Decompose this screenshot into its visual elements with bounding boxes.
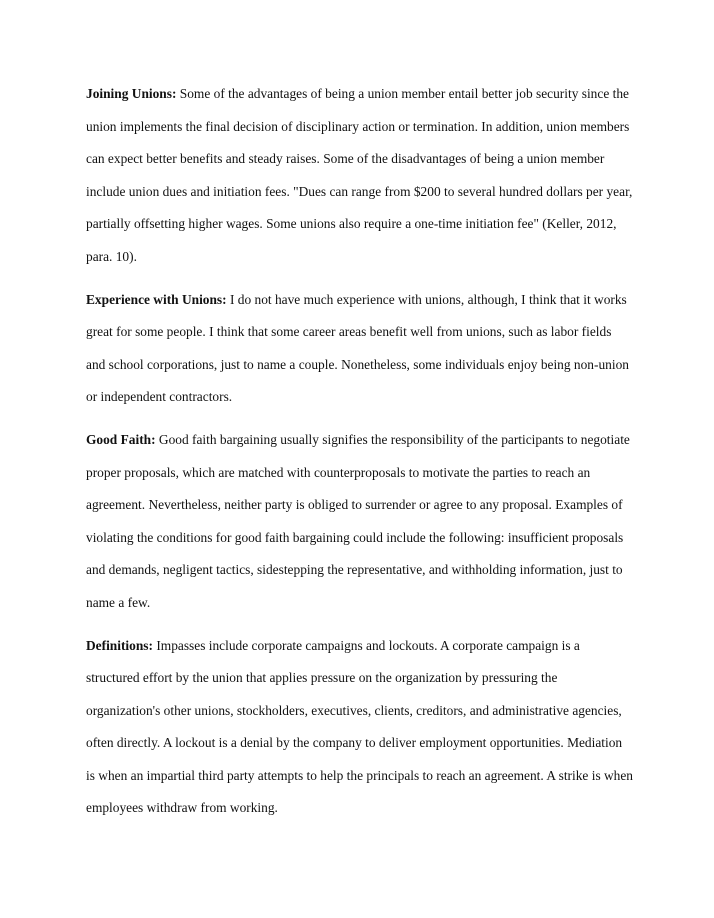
text-definitions: Impasses include corporate campaigns and lockouts. A corporate campaign is a structured effort by the union that applies pressure on the organization by pressuring the organization's other unions, stockholders, executives, clients, creditors, and administrative agencies, often directly. A lockout is a denial by the company to deliver employment opportunities. Mediation is when an impartial third party attempts to help the principals to reach an agreement. A strike is when employees withdraw from working. bbox=[86, 637, 634, 816]
text-joining-unions: Some of the advantages of being a union member entail better job security since the union implements the final decision of disciplinary action or termination. In addition, union members can expect better benefits and steady raises. Some of the disadvantages of being a union member include union dues and initiation fees. "Dues can range from $200 to several hundred dollars per year, partially offsetting higher wages. Some unions also require a one-time initiation fee" (Keller, 2012, para. 10). bbox=[86, 86, 633, 264]
document-body bbox=[86, 78, 634, 835]
text-good-faith: Good faith bargaining usually signifies the responsibility of the participants to negotiate proper proposals, which are matched with counterproposals to motivate the parties to reach an agreement. Nevertheless, neither party is obliged to surrender or agree to any proposal. Examples of violating the conditions for good faith bargaining could include the following: insufficient proposals and demands, negligent tactics, sidestepping the representative, and withholding information, just to name a few. bbox=[86, 431, 630, 610]
paragraph-definitions bbox=[86, 630, 634, 826]
heading-definitions: Definitions: bbox=[86, 637, 153, 653]
heading-joining-unions: Joining Unions: bbox=[86, 86, 177, 101]
paragraph-good-faith bbox=[86, 424, 634, 620]
heading-good-faith: Good Faith: bbox=[86, 431, 156, 447]
paragraph-joining-unions bbox=[86, 78, 634, 274]
paragraph-experience-with-unions bbox=[86, 284, 634, 414]
text-experience-with-unions: I do not have much experience with unions, although, I think that it works great for some people. I think that some career areas benefit well from unions, such as labor fields and school corporations, just to name a couple. Nonetheless, some individuals enjoy being non-union or independent contractors. bbox=[86, 291, 629, 405]
heading-experience-with-unions: Experience with Unions: bbox=[86, 291, 227, 307]
